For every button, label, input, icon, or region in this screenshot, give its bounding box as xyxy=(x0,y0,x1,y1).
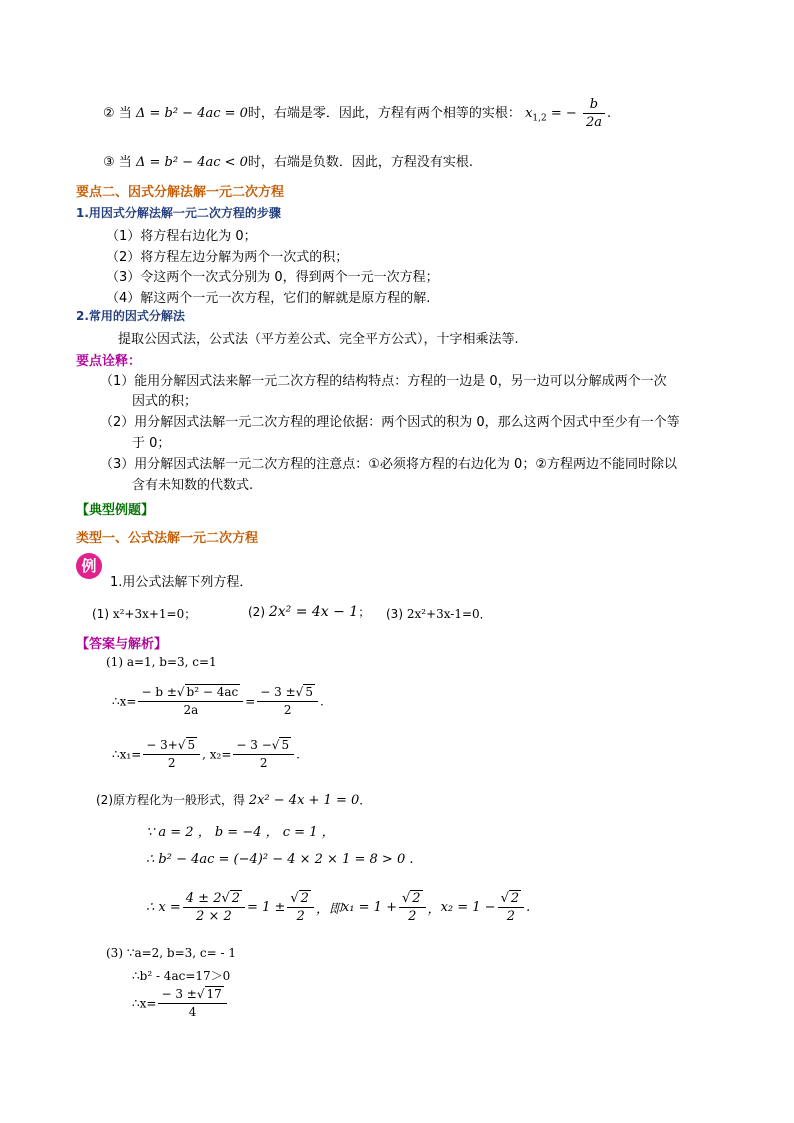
qf-radicand: b² − 4ac xyxy=(186,685,239,699)
s2-fraction-4 xyxy=(498,890,525,925)
sqrt-icon: √ xyxy=(177,738,186,752)
s1-den: 2 xyxy=(283,703,292,717)
solution-3-coefficients: (3) ∵a=2, b=3, c= - 1 xyxy=(106,946,237,960)
s2-general-form: 2x² − 4x + 1 = 0 xyxy=(248,793,360,808)
solution-1-value-fraction xyxy=(257,684,318,719)
problem-2-expr: 2x² = 4x − 1 xyxy=(268,604,359,620)
s2-fraction-2 xyxy=(287,890,314,925)
solution-1-eq: = xyxy=(245,694,256,709)
sqrt-icon: √ xyxy=(295,685,304,699)
double-root-fraction xyxy=(583,96,605,131)
s2-end: ． xyxy=(359,793,372,807)
qf-den: 2a xyxy=(183,703,199,717)
s3-x-lead: ∴x= xyxy=(132,996,157,1011)
case-2-marker: ② xyxy=(103,106,115,121)
s2-f3-den: 2 xyxy=(408,909,417,924)
solution-2-discriminant: ∴ b² − 4ac = (−4)² − 4 × 2 × 1 = 8 > 0 . xyxy=(146,852,414,867)
x1-num: − 3+ xyxy=(146,738,178,752)
section-2-title: 要点二、因式分解法解一元二次方程 xyxy=(76,185,285,200)
s1-num: − 3 ± xyxy=(260,685,296,699)
case-3-text: 时，右端是负数．因此，方程没有实根. xyxy=(247,155,474,170)
solution-2-roots xyxy=(146,890,530,925)
solution-3-formula xyxy=(132,986,229,1021)
solution-1-x-lead: ∴x= xyxy=(112,694,137,709)
s2-fraction-3 xyxy=(399,890,426,925)
case-2-text: 时，右端是零．因此，方程有两个相等的实根： xyxy=(247,106,521,121)
s2-f2-den: 2 xyxy=(296,909,305,924)
factoring-methods: 提取公因式法，公式法（平方差公式、完全平方公式），十字相乘法等. xyxy=(118,332,519,347)
note-3-line-2: 含有未知数的代数式. xyxy=(132,478,254,493)
sqrt-icon: √ xyxy=(271,738,280,752)
x1-radicand: 5 xyxy=(187,738,196,752)
x2-lead: , x₂= xyxy=(202,747,232,762)
subsection-1-title: 1.用因式分解法解一元二次方程的步骤 xyxy=(76,206,281,220)
double-root-lhs: x xyxy=(525,106,533,121)
notes-title: 要点诠释： xyxy=(76,354,142,369)
s2-lead: (2)原方程化为一般形式，得 xyxy=(96,793,245,807)
solution-1-end-2: . xyxy=(296,747,300,762)
x2-den: 2 xyxy=(259,756,268,770)
double-root-eq: = − xyxy=(550,106,577,121)
problem-2 xyxy=(248,603,370,620)
s2-f4-radicand: 2 xyxy=(510,891,520,906)
s3-den: 4 xyxy=(188,1005,197,1019)
s2-mid: = 1 ± xyxy=(247,900,286,915)
double-root-sub: 1,2 xyxy=(532,113,547,124)
s2-f1-num: 4 ± 2 xyxy=(185,891,222,906)
solution-3-discriminant: ∴b² - 4ac=17＞0 xyxy=(132,969,231,983)
solution-1-formula xyxy=(112,684,324,719)
answer-title: 【答案与解析】 xyxy=(76,637,168,652)
example-prompt: 1.用公式法解下列方程． xyxy=(110,575,253,590)
case-3-line xyxy=(103,151,473,170)
x1-lead: ∴x₁= xyxy=(112,747,142,762)
s2-f2-radicand: 2 xyxy=(300,891,309,906)
sqrt-icon: √ xyxy=(221,891,230,906)
case-3-marker: ③ xyxy=(103,155,115,170)
problem-3-expr: 2x²+3x-1=0． xyxy=(406,607,492,621)
s1-radicand: 5 xyxy=(305,685,313,699)
x2-num: − 3 − xyxy=(236,738,272,752)
problem-3-label: (3) xyxy=(386,607,403,621)
problem-1 xyxy=(92,605,196,622)
examples-header: 【典型例题】 xyxy=(76,503,155,518)
note-3-line-1: （3）用分解因式法解一元二次方程的注意点：①必须将方程的右边化为 0；②方程两边不能同时除以 xyxy=(100,457,677,472)
step-4: （4）解这两个一元一次方程，它们的解就是原方程的解. xyxy=(106,291,431,306)
quadratic-formula-fraction xyxy=(138,684,243,719)
sqrt-icon: √ xyxy=(401,891,411,906)
step-2: （2）将方程左边分解为两个一次式的积； xyxy=(106,250,349,265)
double-root-den: 2a xyxy=(585,115,602,130)
note-1-line-2: 因式的积； xyxy=(132,394,198,409)
note-1-line-1: （1）能用分解因式法来解一元二次方程的结构特点：方程的一边是 0，另一边可以分解成两个一次 xyxy=(100,374,667,389)
solution-1-roots xyxy=(112,737,300,772)
sqrt-icon: √ xyxy=(500,891,509,906)
solution-2-coefficients: ∵ a = 2 ， b = −4 ， c = 1 ， xyxy=(146,825,335,840)
problem-3 xyxy=(386,605,492,622)
s2-x2: x₂ = 1 − xyxy=(440,900,496,915)
subsection-2-title: 2.常用的因式分解法 xyxy=(76,309,185,323)
s2-mid-3: ， xyxy=(427,902,441,917)
s2-x-lead: ∴ x = xyxy=(146,900,181,915)
problem-2-end: ； xyxy=(358,605,371,619)
problem-1-expr: x²+3x+1=0； xyxy=(112,607,197,621)
x1-fraction xyxy=(143,737,200,772)
s2-end-dot: . xyxy=(526,900,531,915)
step-3: （3）令这两个一次式分别为 0，得到两个一元一次方程； xyxy=(106,270,439,285)
problem-2-label: (2) xyxy=(248,605,265,619)
solution-1-coefficients: (1) a=1, b=3, c=1 xyxy=(106,655,217,669)
discriminant-negative-eq: Δ = b² − 4ac < 0 xyxy=(135,155,248,170)
s2-mid-2: ，即 xyxy=(315,902,342,917)
s2-f3-radicand: 2 xyxy=(412,891,421,906)
x1-den: 2 xyxy=(167,756,176,770)
note-2-line-2: 于 0； xyxy=(132,436,171,451)
x2-radicand: 5 xyxy=(281,738,290,752)
sqrt-icon: √ xyxy=(290,891,299,906)
note-2-line-1: （2）用分解因式法解一元二次方程的理论依据：两个因式的积为 0，那么这两个因式中至少有一个等 xyxy=(100,415,680,430)
solution-1-end: . xyxy=(319,694,324,709)
s3-radicand: 17 xyxy=(206,987,222,1001)
s2-x1: x₁ = 1 + xyxy=(341,900,397,915)
discriminant-zero-eq: Δ = b² − 4ac = 0 xyxy=(135,106,248,121)
s2-f4-den: 2 xyxy=(506,909,515,924)
case-2-prefix: 当 xyxy=(118,106,132,121)
sqrt-icon: √ xyxy=(176,685,185,699)
solution-2-line-1 xyxy=(96,791,371,808)
s3-fraction xyxy=(158,986,226,1021)
s2-fraction-1 xyxy=(183,890,245,925)
case-2-line xyxy=(103,96,611,131)
step-1: （1）将方程右边化为 0； xyxy=(106,229,257,244)
double-root-num: b xyxy=(583,96,605,114)
case-2-end: . xyxy=(606,106,612,121)
s2-f1-den: 2 × 2 xyxy=(196,909,232,924)
case-3-prefix: 当 xyxy=(118,155,132,170)
s3-num: − 3 ± xyxy=(161,987,197,1001)
s2-f1-radicand: 2 xyxy=(231,891,241,906)
type-1-title: 类型一、公式法解一元二次方程 xyxy=(76,531,259,546)
x2-fraction xyxy=(233,737,294,772)
problem-1-label: (1) xyxy=(92,607,109,621)
sqrt-icon: √ xyxy=(196,987,205,1001)
qf-num: − b ± xyxy=(141,685,177,699)
example-badge-icon: 例 xyxy=(76,553,102,579)
